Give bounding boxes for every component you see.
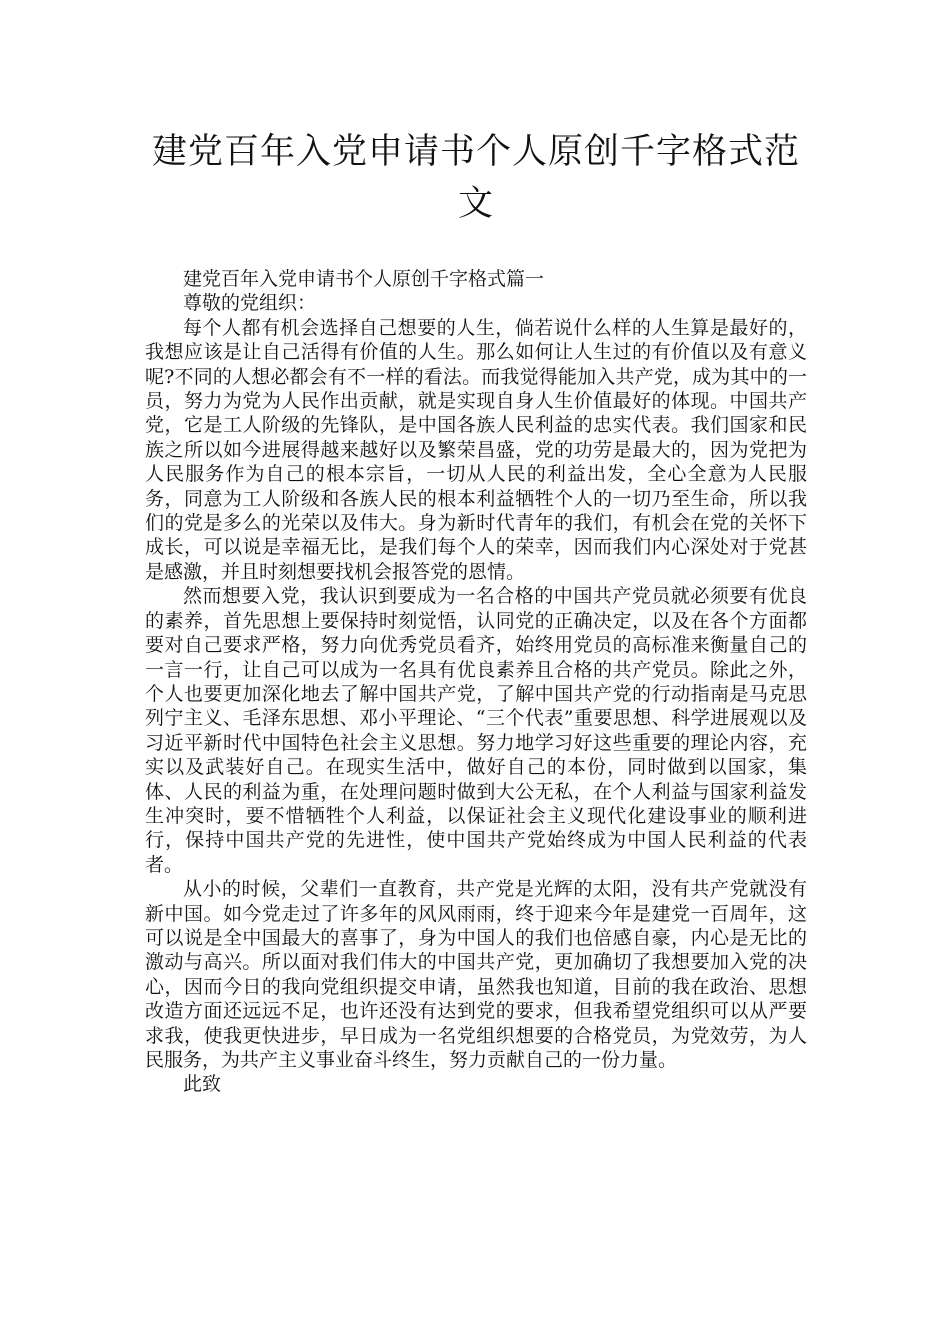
- body-paragraph-1: 每个人都有机会选择自己想要的人生，倘若说什么样的人生算是最好的，我想应该是让自己活得有价值的人生。那么如何让人生过的有价值以及有意义呢?不同的人想必都会有不一样的看法。而我觉得能加入共产党，成为其中的一员，努力为党为人民作出贡献，就是实现自身人生价值最好的体现。中国共产党，它是工人阶级的先锋队，是中国各族人民利益的忠实代表。我们国家和民族之所以如今进展得越来越好以及繁荣昌盛，党的功劳是最大的，因为党把为人民服务作为自己的根本宗旨，一切从人民的利益出发，全心全意为人民服务，同意为工人阶级和各族人民的根本利益牺牲个人的一切乃至生命，所以我们的党是多么的光荣以及伟大。身为新时代青年的我们，有机会在党的关怀下成长，可以说是幸福无比，是我们每个人的荣幸，因而我们内心深处对于党甚是感激，并且时刻想要找机会报答党的恩情。: [145, 316, 807, 583]
- subheading: 建党百年入党申请书个人原创千字格式篇一: [183, 268, 545, 290]
- document-body: [145, 267, 807, 1097]
- salutation: 尊敬的党组织：: [183, 292, 317, 315]
- body-paragraph-3: 从小的时候，父辈们一直教育，共产党是光辉的太阳，没有共产党就没有新中国。如今党走过了许多年的风风雨雨，终于迎来今年是建党一百周年，这可以说是全中国最大的喜事了，身为中国人的我们也倍感自豪，内心是无比的激动与高兴。所以面对我们伟大的中国共产党，更加确切了我想要加入党的决心，因而今日的我向党组织提交申请，虽然我也知道，目前的我在政治、思想改造方面还远远不足，也许还没有达到党的要求，但我希望党组织可以从严要求我，使我更快进步，早日成为一名党组织想要的合格党员，为党效劳，为人民服务，为共产主义事业奋斗终生，努力贡献自己的一份力量。: [145, 878, 807, 1071]
- closing: 此致: [183, 1073, 222, 1096]
- body-paragraph-2: 然而想要入党，我认识到要成为一名合格的中国共产党员就必须要有优良的素养，首先思想上要保持时刻觉悟，认同党的正确决定，以及在各个方面都要对自己要求严格，努力向优秀党员看齐，始终用党员的高标准来衡量自己的一言一行，让自己可以成为一名具有优良素养且合格的共产党员。除此之外，个人也要更加深化地去了解中国共产党，了解中国共产党的行动指南是马克思列宁主义、毛泽东思想、邓小平理论、“三个代表”重要思想、科学进展观以及习近平新时代中国特色社会主义思想。努力地学习好这些重要的理论内容，充实以及武装好自己。在现实生活中，做好自己的本份，同时做到以国家，集体、人民的利益为重，在处理问题时做到大公无私，在个人利益与国家利益发生冲突时，要不惜牺牲个人利益，以保证社会主义现代化建设事业的顺利进行，保持中国共产党的先进性，使中国共产党始终成为中国人民利益的代表者。: [145, 585, 807, 876]
- document-title: 建党百年入党申请书个人原创千字格式范文: [151, 132, 800, 224]
- document-page: [145, 126, 807, 1097]
